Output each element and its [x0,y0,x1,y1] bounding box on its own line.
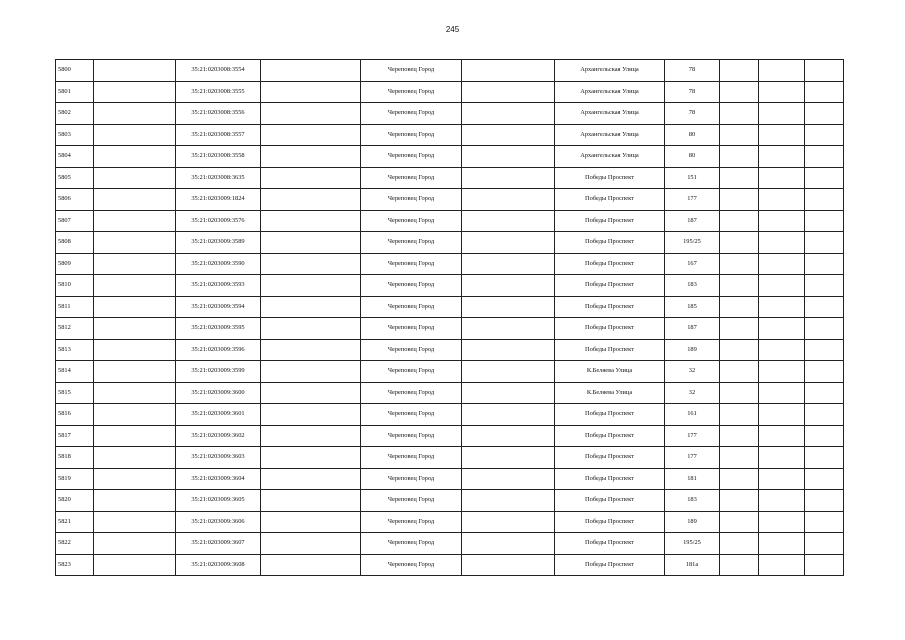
empty-cell [94,511,176,533]
street-cell: Победы Проспект [555,447,665,469]
empty-cell [94,275,176,297]
house-number-cell: 187 [665,318,720,340]
empty-cell [261,361,361,383]
city-cell: Череповец Город [361,253,462,275]
empty-cell [759,124,805,146]
row-number-cell: 5801 [56,81,94,103]
empty-cell [462,468,555,490]
empty-cell [720,296,759,318]
empty-cell [759,167,805,189]
city-cell: Череповец Город [361,275,462,297]
empty-cell [94,339,176,361]
row-number-cell: 5822 [56,533,94,555]
city-cell: Череповец Город [361,468,462,490]
empty-cell [759,103,805,125]
empty-cell [261,382,361,404]
table-row [56,361,844,383]
cadastral-number-cell: 35:21:0203009:3606 [176,511,261,533]
cadastral-number-cell: 35:21:0203009:3608 [176,554,261,576]
empty-cell [759,382,805,404]
empty-cell [759,511,805,533]
cadastral-number-cell: 35:21:0203008:3554 [176,60,261,82]
empty-cell [720,146,759,168]
house-number-cell: 181 [665,468,720,490]
street-cell: Победы Проспект [555,425,665,447]
empty-cell [720,167,759,189]
empty-cell [94,554,176,576]
empty-cell [462,554,555,576]
house-number-cell: 32 [665,361,720,383]
empty-cell [94,533,176,555]
house-number-cell: 167 [665,253,720,275]
empty-cell [759,275,805,297]
empty-cell [462,275,555,297]
empty-cell [462,253,555,275]
cadastral-number-cell: 35:21:0203009:3596 [176,339,261,361]
empty-cell [805,275,844,297]
house-number-cell: 195/25 [665,232,720,254]
empty-cell [462,81,555,103]
page-number: 245 [445,25,460,34]
empty-cell [462,404,555,426]
table-row [56,103,844,125]
house-number-cell: 161 [665,404,720,426]
house-number-cell: 181а [665,554,720,576]
empty-cell [759,296,805,318]
empty-cell [94,60,176,82]
empty-cell [94,167,176,189]
table-row [56,404,844,426]
table-row [56,81,844,103]
empty-cell [261,275,361,297]
city-cell: Череповец Город [361,296,462,318]
empty-cell [805,361,844,383]
empty-cell [462,146,555,168]
empty-cell [261,146,361,168]
empty-cell [462,103,555,125]
city-cell: Череповец Город [361,232,462,254]
empty-cell [759,210,805,232]
row-number-cell: 5809 [56,253,94,275]
registry-table [55,59,844,576]
cadastral-number-cell: 35:21:0203008:3556 [176,103,261,125]
empty-cell [759,554,805,576]
empty-cell [805,167,844,189]
house-number-cell: 32 [665,382,720,404]
empty-cell [759,361,805,383]
cadastral-number-cell: 35:21:0203009:3590 [176,253,261,275]
house-number-cell: 177 [665,425,720,447]
empty-cell [805,60,844,82]
table-row [56,124,844,146]
street-cell: Архангельская Улица [555,146,665,168]
street-cell: Победы Проспект [555,296,665,318]
cadastral-number-cell: 35:21:0203009:3595 [176,318,261,340]
empty-cell [261,103,361,125]
cadastral-number-cell: 35:21:0203009:3589 [176,232,261,254]
table-row [56,146,844,168]
empty-cell [261,60,361,82]
empty-cell [462,232,555,254]
city-cell: Череповец Город [361,318,462,340]
empty-cell [462,60,555,82]
empty-cell [720,253,759,275]
empty-cell [261,447,361,469]
empty-cell [720,554,759,576]
empty-cell [462,189,555,211]
row-number-cell: 5813 [56,339,94,361]
empty-cell [720,60,759,82]
street-cell: Победы Проспект [555,318,665,340]
house-number-cell: 183 [665,490,720,512]
empty-cell [720,511,759,533]
empty-cell [462,339,555,361]
empty-cell [805,81,844,103]
empty-cell [720,189,759,211]
empty-cell [94,81,176,103]
row-number-cell: 5803 [56,124,94,146]
street-cell: Архангельская Улица [555,124,665,146]
table-row [56,210,844,232]
table-row [56,318,844,340]
empty-cell [805,296,844,318]
table-row [56,425,844,447]
empty-cell [462,447,555,469]
row-number-cell: 5820 [56,490,94,512]
house-number-cell: 78 [665,103,720,125]
row-number-cell: 5819 [56,468,94,490]
empty-cell [261,425,361,447]
registry-table-body [56,60,844,576]
empty-cell [462,382,555,404]
empty-cell [261,554,361,576]
row-number-cell: 5815 [56,382,94,404]
street-cell: Победы Проспект [555,253,665,275]
table-row [56,189,844,211]
empty-cell [805,146,844,168]
table-row [56,490,844,512]
empty-cell [759,468,805,490]
empty-cell [261,253,361,275]
cadastral-number-cell: 35:21:0203009:1824 [176,189,261,211]
empty-cell [805,103,844,125]
empty-cell [720,339,759,361]
city-cell: Череповец Город [361,533,462,555]
street-cell: Победы Проспект [555,232,665,254]
city-cell: Череповец Город [361,554,462,576]
empty-cell [261,318,361,340]
empty-cell [720,533,759,555]
street-cell: Победы Проспект [555,275,665,297]
empty-cell [462,167,555,189]
empty-cell [720,447,759,469]
empty-cell [94,210,176,232]
empty-cell [261,404,361,426]
empty-cell [261,339,361,361]
cadastral-number-cell: 35:21:0203009:3604 [176,468,261,490]
table-row [56,554,844,576]
empty-cell [462,124,555,146]
street-cell: Архангельская Улица [555,60,665,82]
empty-cell [261,468,361,490]
empty-cell [94,447,176,469]
empty-cell [94,146,176,168]
city-cell: Череповец Город [361,339,462,361]
empty-cell [805,210,844,232]
street-cell: Победы Проспект [555,404,665,426]
cadastral-number-cell: 35:21:0203009:3601 [176,404,261,426]
empty-cell [759,189,805,211]
house-number-cell: 195/25 [665,533,720,555]
empty-cell [720,275,759,297]
house-number-cell: 80 [665,146,720,168]
empty-cell [462,318,555,340]
empty-cell [94,189,176,211]
cadastral-number-cell: 35:21:0203009:3599 [176,361,261,383]
empty-cell [94,296,176,318]
empty-cell [805,533,844,555]
empty-cell [805,382,844,404]
cadastral-number-cell: 35:21:0203009:3607 [176,533,261,555]
house-number-cell: 78 [665,60,720,82]
city-cell: Череповец Город [361,447,462,469]
street-cell: Архангельская Улица [555,103,665,125]
empty-cell [462,490,555,512]
empty-cell [261,232,361,254]
empty-cell [759,60,805,82]
empty-cell [261,511,361,533]
empty-cell [720,210,759,232]
row-number-cell: 5812 [56,318,94,340]
street-cell: Победы Проспект [555,167,665,189]
empty-cell [94,232,176,254]
empty-cell [759,425,805,447]
street-cell: К.Беляева Улица [555,361,665,383]
house-number-cell: 151 [665,167,720,189]
street-cell: Победы Проспект [555,554,665,576]
city-cell: Череповец Город [361,167,462,189]
table-row [56,167,844,189]
empty-cell [720,318,759,340]
empty-cell [261,296,361,318]
empty-cell [720,361,759,383]
house-number-cell: 177 [665,189,720,211]
empty-cell [720,468,759,490]
empty-cell [261,81,361,103]
house-number-cell: 183 [665,275,720,297]
row-number-cell: 5821 [56,511,94,533]
empty-cell [805,124,844,146]
empty-cell [462,361,555,383]
cadastral-number-cell: 35:21:0203008:3557 [176,124,261,146]
house-number-cell: 177 [665,447,720,469]
street-cell: Победы Проспект [555,511,665,533]
row-number-cell: 5816 [56,404,94,426]
row-number-cell: 5818 [56,447,94,469]
city-cell: Череповец Город [361,511,462,533]
cadastral-number-cell: 35:21:0203008:3555 [176,81,261,103]
city-cell: Череповец Город [361,404,462,426]
empty-cell [720,232,759,254]
street-cell: Победы Проспект [555,468,665,490]
table-row [56,60,844,82]
empty-cell [759,232,805,254]
empty-cell [805,232,844,254]
empty-cell [759,447,805,469]
street-cell: К.Беляева Улица [555,382,665,404]
empty-cell [462,425,555,447]
empty-cell [720,425,759,447]
street-cell: Победы Проспект [555,490,665,512]
empty-cell [805,404,844,426]
row-number-cell: 5804 [56,146,94,168]
table-row [56,533,844,555]
city-cell: Череповец Город [361,103,462,125]
house-number-cell: 187 [665,210,720,232]
empty-cell [759,81,805,103]
empty-cell [720,382,759,404]
street-cell: Победы Проспект [555,339,665,361]
row-number-cell: 5807 [56,210,94,232]
empty-cell [462,533,555,555]
empty-cell [94,490,176,512]
empty-cell [94,253,176,275]
empty-cell [261,189,361,211]
empty-cell [94,468,176,490]
table-row [56,232,844,254]
row-number-cell: 5802 [56,103,94,125]
empty-cell [94,318,176,340]
row-number-cell: 5800 [56,60,94,82]
cadastral-number-cell: 35:21:0203009:3603 [176,447,261,469]
row-number-cell: 5808 [56,232,94,254]
street-cell: Победы Проспект [555,189,665,211]
cadastral-number-cell: 35:21:0203009:3576 [176,210,261,232]
cadastral-number-cell: 35:21:0203009:3593 [176,275,261,297]
city-cell: Череповец Город [361,81,462,103]
empty-cell [805,339,844,361]
empty-cell [94,425,176,447]
empty-cell [94,124,176,146]
city-cell: Череповец Город [361,382,462,404]
cadastral-number-cell: 35:21:0203008:3558 [176,146,261,168]
house-number-cell: 185 [665,296,720,318]
row-number-cell: 5823 [56,554,94,576]
row-number-cell: 5810 [56,275,94,297]
empty-cell [94,361,176,383]
empty-cell [462,511,555,533]
empty-cell [720,124,759,146]
empty-cell [805,468,844,490]
empty-cell [759,339,805,361]
empty-cell [805,253,844,275]
city-cell: Череповец Город [361,490,462,512]
empty-cell [261,167,361,189]
empty-cell [261,490,361,512]
cadastral-number-cell: 35:21:0203009:3605 [176,490,261,512]
city-cell: Череповец Город [361,361,462,383]
city-cell: Череповец Город [361,210,462,232]
empty-cell [759,253,805,275]
table-row [56,382,844,404]
house-number-cell: 78 [665,81,720,103]
cadastral-number-cell: 35:21:0203009:3600 [176,382,261,404]
empty-cell [759,490,805,512]
empty-cell [805,318,844,340]
row-number-cell: 5805 [56,167,94,189]
empty-cell [759,533,805,555]
row-number-cell: 5811 [56,296,94,318]
cadastral-number-cell: 35:21:0203009:3602 [176,425,261,447]
street-cell: Архангельская Улица [555,81,665,103]
empty-cell [759,404,805,426]
table-row [56,511,844,533]
table-row [56,339,844,361]
house-number-cell: 80 [665,124,720,146]
empty-cell [720,490,759,512]
empty-cell [94,404,176,426]
street-cell: Победы Проспект [555,533,665,555]
empty-cell [720,404,759,426]
empty-cell [805,490,844,512]
empty-cell [805,511,844,533]
empty-cell [759,318,805,340]
empty-cell [462,296,555,318]
table-row [56,296,844,318]
empty-cell [720,103,759,125]
row-number-cell: 5817 [56,425,94,447]
empty-cell [720,81,759,103]
cadastral-number-cell: 35:21:0203008:3635 [176,167,261,189]
city-cell: Череповец Город [361,189,462,211]
empty-cell [805,189,844,211]
empty-cell [759,146,805,168]
empty-cell [261,210,361,232]
city-cell: Череповец Город [361,425,462,447]
table-row [56,275,844,297]
table-row [56,468,844,490]
row-number-cell: 5814 [56,361,94,383]
cadastral-number-cell: 35:21:0203009:3594 [176,296,261,318]
row-number-cell: 5806 [56,189,94,211]
table-row [56,447,844,469]
empty-cell [261,124,361,146]
city-cell: Череповец Город [361,124,462,146]
house-number-cell: 189 [665,339,720,361]
empty-cell [94,382,176,404]
empty-cell [805,447,844,469]
table-row [56,253,844,275]
empty-cell [462,210,555,232]
street-cell: Победы Проспект [555,210,665,232]
empty-cell [261,533,361,555]
house-number-cell: 189 [665,511,720,533]
empty-cell [805,554,844,576]
empty-cell [94,103,176,125]
city-cell: Череповец Город [361,146,462,168]
empty-cell [805,425,844,447]
city-cell: Череповец Город [361,60,462,82]
